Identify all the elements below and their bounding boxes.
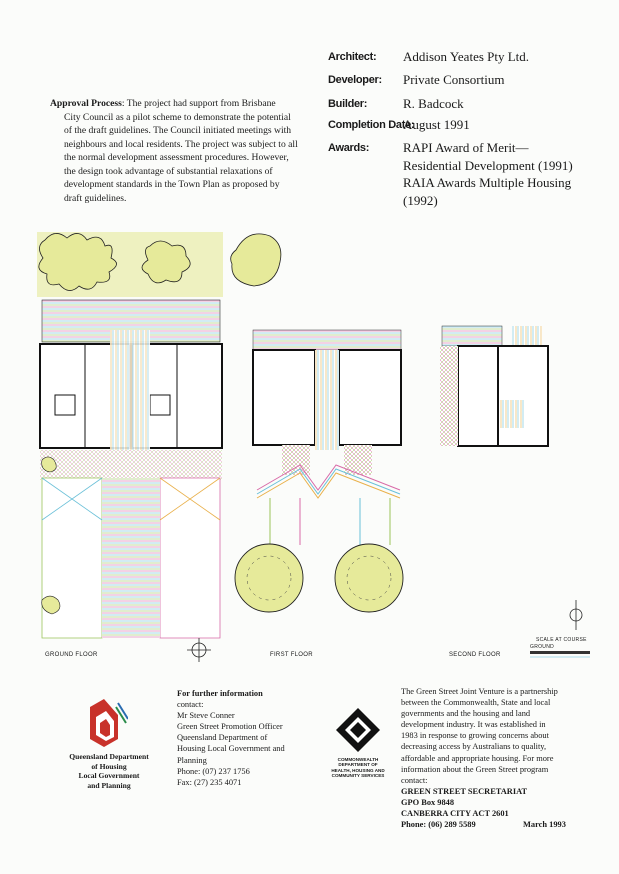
second-floor-label: SECOND FLOOR — [449, 652, 501, 658]
tree-canopy — [231, 234, 281, 286]
commonwealth-logo-icon — [336, 708, 380, 752]
contact-phone: Phone: (07) 237 1756 — [177, 766, 250, 776]
contact-heading: For further information — [177, 689, 263, 698]
secretariat-box: GPO Box 9848 — [401, 797, 455, 807]
commonwealth-logo — [336, 708, 380, 752]
award-line: Residential Development (1991) — [403, 157, 573, 173]
builder-label: Builder: — [328, 98, 368, 110]
completion-value: August 1991 — [403, 117, 470, 132]
contact-block: For further information contact: Mr Steve Conner Green Street Promotion Officer Queensland Department of Housing Local Government and Planning Phone: (07) 237 1756 Fax: (27) 235 4071 — [177, 688, 315, 788]
secretariat-phone: Phone: (06) 289 5589 — [401, 820, 476, 830]
approval-heading: Approval Process — [50, 98, 122, 109]
completion-label: Completion Date: — [328, 119, 415, 131]
contact-fax: Fax: (27) 235 4071 — [177, 777, 242, 787]
tree-canopy — [335, 544, 403, 612]
scale-sub-label: GROUND — [530, 644, 555, 650]
publication-date: March 1993 — [523, 820, 566, 830]
first-floor-plan — [231, 234, 403, 612]
ground-floor-plan — [37, 232, 223, 662]
green-street-text: The Green Street Joint Venture is a partnership between the Commonwealth, State and local governments and the housing and land development industry. It was established in 1983 in response to growing concerns about decreasing access by Australians to quality, affordable and appropriate housing. For more information about the Green Street program contact: GREEN STREET SECRETARIAT GPO Box 9848 CANBERRA CITY ACT 2601 Phone: (06) 289 5589 March 1993 — [401, 686, 601, 830]
commonwealth-logo-text: COMMONWEALTH DEPARTMENT OF HEALTH, HOUSING AND COMMUNITY SERVICES — [331, 757, 385, 778]
first-floor-label: FIRST FLOOR — [270, 652, 313, 658]
approval-process-text: Approval Process: The project had support from Brisbane City Council as a pilot scheme to demonstrate the potential of the draft guidelines. The Council initiated meetings with neighbours and local residents. The project was subject to all the normal development assessment procedures. However, the design took advantage of substantial relaxations of development standards in the Town Plan as proposed by draft guidelines. — [50, 98, 298, 204]
developer-label: Developer: — [328, 74, 382, 86]
second-floor-plan — [440, 326, 590, 658]
tree-canopy — [235, 544, 303, 612]
award-line: RAIA Awards Multiple Housing — [403, 175, 572, 190]
award-line: RAPI Award of Merit— — [403, 140, 529, 155]
secretariat-name: GREEN STREET SECRETARIAT — [401, 786, 528, 796]
scale-label: SCALE AT COURSE — [536, 637, 587, 643]
award-line: (1992) — [403, 192, 438, 208]
qld-logo-text: Queensland Department of Housing Local Government and Planning — [69, 752, 149, 790]
qld-logo-icon — [80, 697, 128, 747]
scale-bar — [530, 651, 590, 654]
architect-value: Addison Yeates Pty Ltd. — [403, 49, 530, 64]
contact-sub: contact: — [177, 700, 204, 710]
developer-value: Private Consortium — [403, 72, 505, 87]
ground-floor-label: GROUND FLOOR — [45, 652, 98, 658]
architect-label: Architect: — [328, 51, 377, 63]
secretariat-city: CANBERRA CITY ACT 2601 — [401, 809, 509, 819]
builder-value: R. Badcock — [403, 96, 464, 111]
awards-label: Awards: — [328, 142, 370, 154]
qld-housing-logo — [80, 697, 128, 747]
